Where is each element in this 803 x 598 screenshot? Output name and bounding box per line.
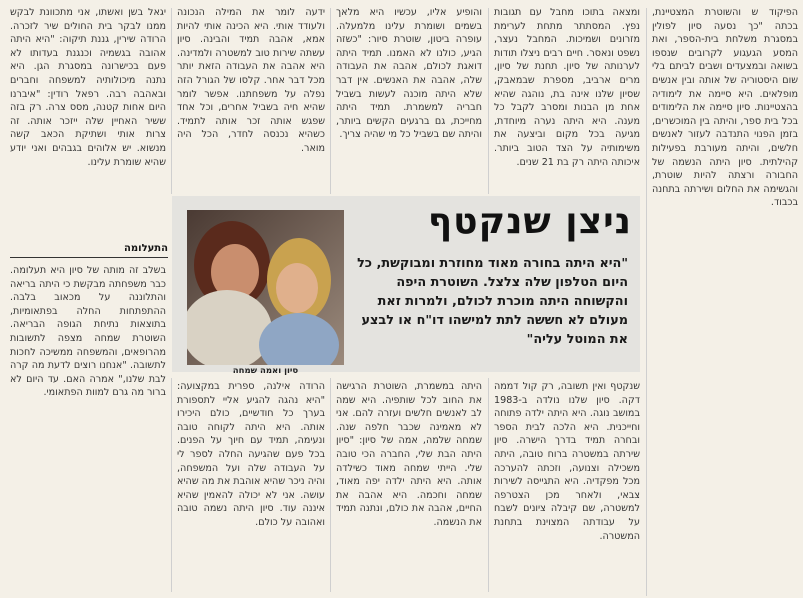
sidebar-column (10, 264, 166, 592)
column-text: ידעה לומר את המילה הנכונה ולעודד אותי. היא הכינה אותי להיות אמא, אהבה תמיד והבינה. סיון עשתה שירות טוב למשטרה ולמדינה. היא אהבה את העבודה הזאת יותר מכל דבר אחר. קלסו של הגורל הזה נפלה על משפחתנו. אפשר לומר שהיא חיה בשביל אחרים, וכל אחד שפגש אותה זכר אותה לתמיד. כשהיא נכנסה לחדר, הכל היה מואר. (177, 7, 325, 154)
column-divider (171, 378, 172, 592)
photo-caption: סיון ואמה שמחה (232, 366, 299, 376)
column-divider (171, 8, 172, 194)
column-text: יגאל בשן ואשתו, אני מתכוונת לבקש ממנו לבקר בית החולים שיר לזכרה. הרודה שירין, גננת תיקוה: "היא היתה אהובה בגשמיה וכנגנת בעדותו לא פעם בכישרונה במסגרת הגן. היא נתנה מיכולותיה למשפחה וחברים ובאהבה רבה. רפאל רודין: "איברנו היום אחות קטנה, מסס צרה. רק בזה ששיר האחיין שלה ייזכר אותה. זה צרות אותי ושתיקת הכאב קשה מנשוא. יש אלוהים בגבהים ואני יודע שהיא שומרת עלינו. (10, 7, 166, 168)
column-divider (488, 8, 489, 194)
sidebar-heading: התעלומה (10, 243, 168, 258)
article-column-8 (177, 380, 325, 592)
column-text: היתה במשמרת, השוטרת הרגישה את החוב לכל שותפיה. היא שמה לב לאנשים חלשים ועזרה להם. אני לא מאמינה שכבר חלפה שנה. שמחה שלמה, אמה של סיון: "סיון היתה הבת שלי, החברה הכי טובה שלי. הייתי שמחה מאוד כשילדה אותה. היא היתה ילדה יפה מאוד, שמחה וחכמה. היא אהבה את החיים, אהבה את כולם, ונתנה תמיד את הנשמה. (336, 381, 482, 528)
article-column-5 (10, 6, 166, 234)
article-column-2 (494, 6, 640, 192)
article-column-7 (336, 380, 482, 592)
portrait-photo (187, 210, 344, 365)
column-divider (646, 8, 647, 596)
column-divider (330, 8, 331, 194)
article-column-1 (652, 6, 798, 592)
column-text: שנקטף ואין תשובה, רק קול דממה דקה. סיון שלנו נולדה ב-1983 במושב נוגה. היא היתה ילדה פתוחה וחייכנית. היא הלכה לבית הספר ובחרה תמיד בדרך הישרה. סיון שירתה במשטרה ברוח טובה, היתה משכילה וצנועה, וזכתה להערכה מכל מפקדיה. היא התגייסה לשירות צבאי, ולאחר מכן הצטרפה למשטרה, שם קיבלה ציונים לשבח על עבודתה המצוינת בתחנת המשטרה. (494, 381, 640, 542)
column-text: בשלב זה מותה של סיון היא תעלומה. כבר משפחתה מבקשת כי היתה בריאה והתלוננה על מכאוב בלבה. ההתפתחות החלה בפתאומיות, בתוצאות נתיחת הגופה הבריאה. השוטרת שמחה מצפה לתשובות מהרופאים, והמשפחה ממשיכה לחכות לתשובה. "אנחנו רוצים לדעת מה קרה לבת שלנו," אמרה האם. עד היום לא ברור מה גרם למוות הפתאומי. (10, 265, 166, 399)
column-text: הרודה אילנה, ספרית במקצועה: "היא נהגה להגיע אליי לתספורת בערך כל חודשיים, כולם היכירו אותה. היא היתה לקוחה טובה ונעימה, תמיד עם חיוך על הפנים. בכל פעם שהגיעה החלה לספר לי על העבודה שלה ועל המשפחה, והיה ניכר שהיא אוהבת את מה שהיא עושה. אני לא יכולה להאמין שהיא איננה עוד. סיון היתה נשמה טובה ואהובה על כולם. (177, 381, 325, 528)
article-column-4 (177, 6, 325, 192)
photo-image (187, 210, 344, 365)
column-text: הפיקוד ש והשוטרת המצטיינת, בכתה "כך נסעה סיון לפולין במסגרת משלחת בית-הספר, ואת המסע הגעגוע לקרובים שנספו בשואה ובמצעדים ושבים לביתם בלי שום היסטוריה של אותה ובין אנשים מופלאים. היא סיימה את לימודיה בהצטיינות. סיון סיימה את הלימודים בכל בית ספר, והיתה בין המוכשרים, בזמן הפנוי התנדבה לעזור לאנשים חלשים, והיתה מעורבת בפעילות קהילתית. סיון היתה הנשמה של החבורה ורצתה להיות שוטרת, והגשימה את החלום ושירתה בתחנה בכבוד. (652, 7, 798, 209)
pull-quote: "היא היתה בחורה מאוד מחוזרת ומבוקשת, כל היום הטלפון שלה צלצל. השוטרת היפה והקשוחה היתה מוכרת לכולם, ולמרות זאת מעולם לא חששה לתת למישהו דו"ח או לבצע את המוטל עליה" (357, 256, 628, 347)
column-text: ומצאה בתוכו מחבל עם תגובות נפץ. המסתתר מתחת לערימת מזרונים ושמיכות. המחבל נעצר, נשפט ונאסר. חיים רבים ניצלו תודות לערנותה של סיון. תחנת של סיון, מרים ארביב, מספרת שבמאבק, שסיון שלנו אינה בת, נוהגה שהיא אחת מן הבנות ומסרב לקבל כל מענה. היא היתה נערה מיוחדת, מגיעה בכל מקום וביצעה את משימותיה על הצד הטוב ביותר. איכותה היתה רק בת 21 שנים. (494, 7, 640, 168)
column-divider (488, 378, 489, 592)
article-column-3 (336, 6, 482, 192)
article-headline: ניצן שנקטף (427, 201, 632, 242)
article-column-6 (494, 380, 640, 592)
column-text: והופיע אליו, עכשיו היא מלאך בשמים ושומרת עלינו מלמעלה. עופרה ביטון, שוטרת סיור: "כשזה הגיע, כולנו לא האמנו. תמיד היתה דואגת לכולם, אהבה את העבודה שלה, אהבה את האנשים. אין דבר שלא היתה מוכנה לעשות בשביל חבריה למשמרת. תמיד היתה מחייכת, גם ברגעים הקשים ביותר, והיתה שם בשביל כל מי שהיה צריך. (336, 7, 482, 141)
column-divider (330, 378, 331, 592)
